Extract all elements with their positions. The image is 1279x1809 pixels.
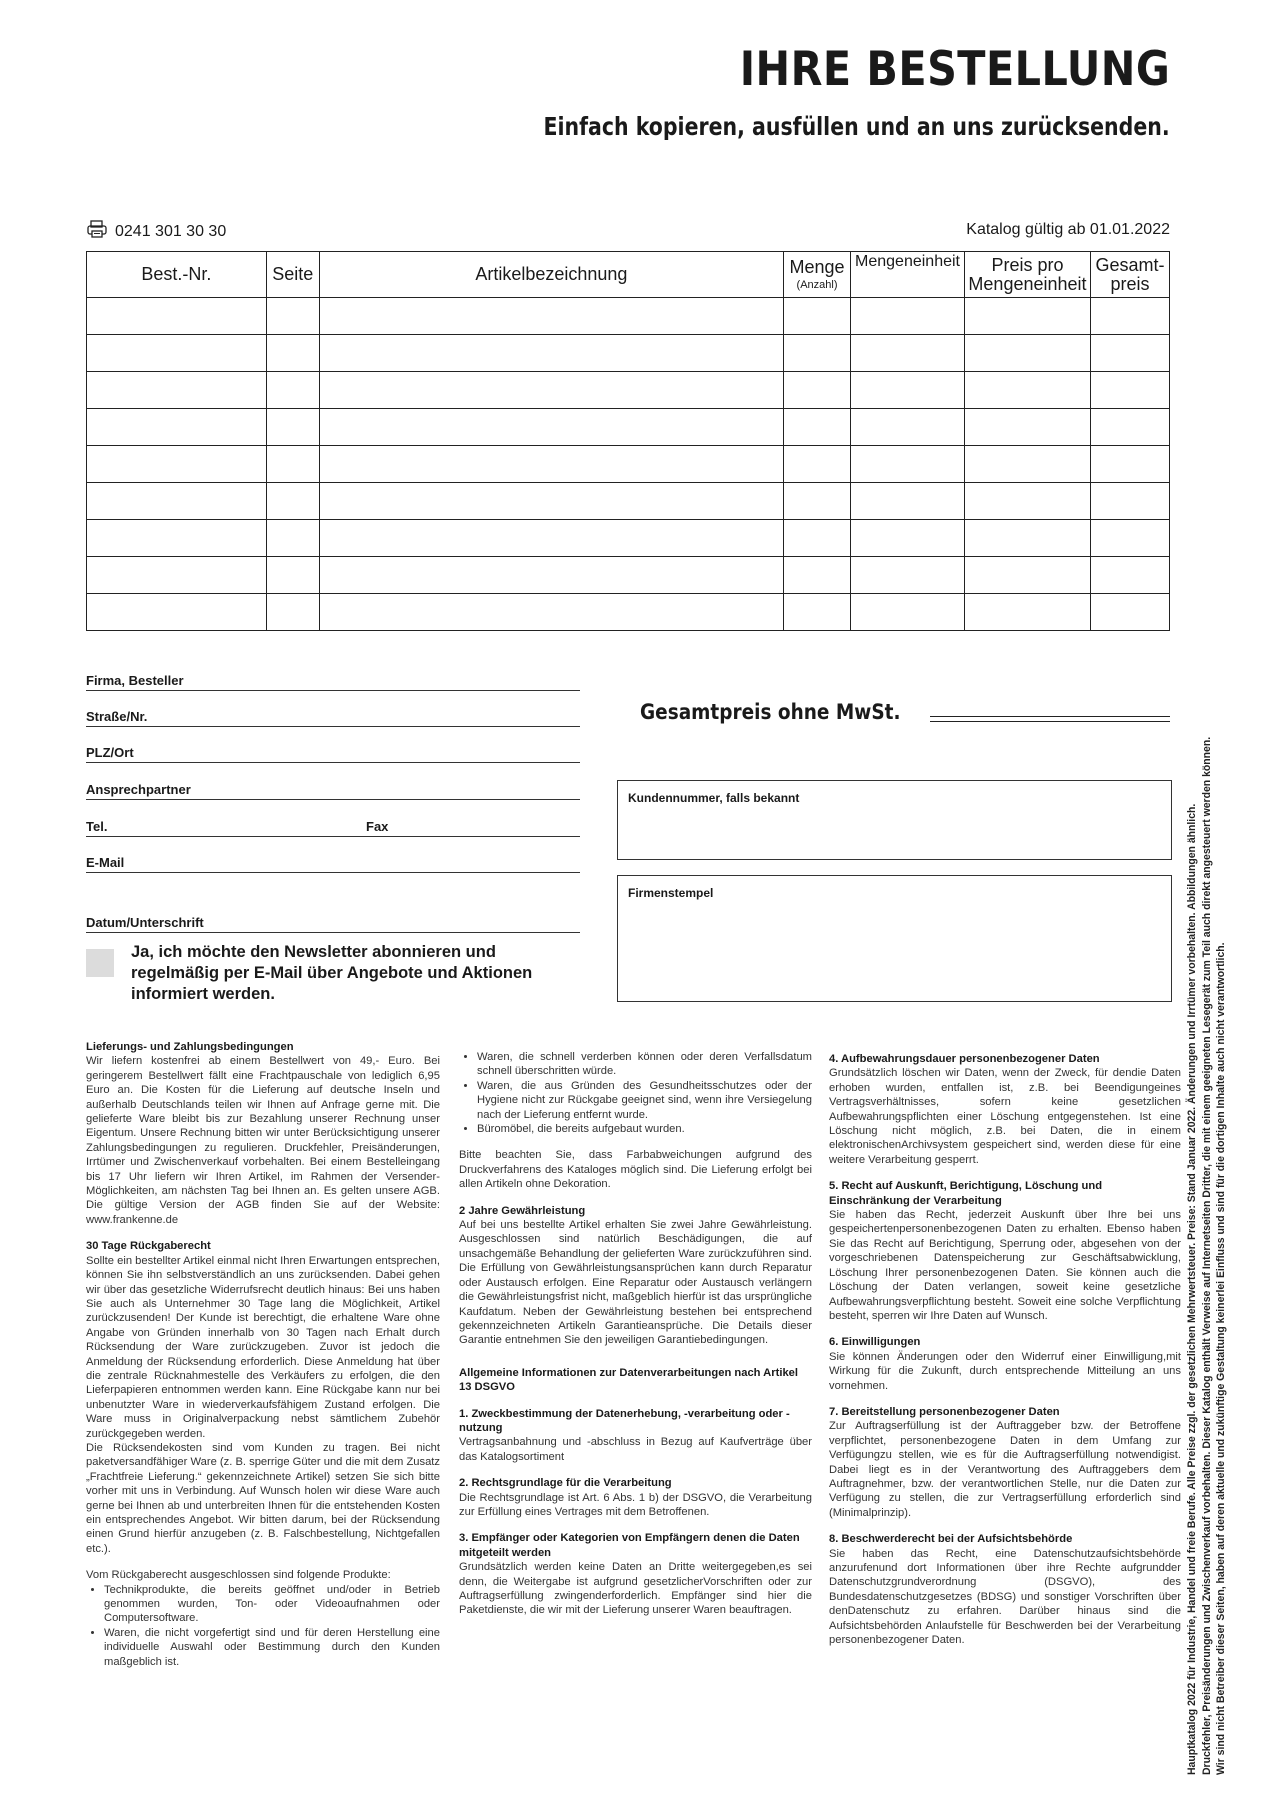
table-cell[interactable]	[784, 372, 851, 409]
table-header	[87, 252, 1170, 298]
field-ansprechpartner[interactable]: Ansprechpartner	[86, 781, 580, 800]
table-row[interactable]	[87, 483, 1170, 520]
table-cell[interactable]	[1090, 335, 1169, 372]
table-cell[interactable]	[1090, 409, 1169, 446]
table-cell[interactable]	[784, 409, 851, 446]
col-menge: Menge (Anzahl)	[784, 252, 851, 298]
table-cell[interactable]	[784, 557, 851, 594]
table-cell[interactable]	[851, 372, 965, 409]
table-cell[interactable]	[266, 335, 319, 372]
table-cell[interactable]	[964, 372, 1090, 409]
table-cell[interactable]	[87, 409, 267, 446]
field-datum[interactable]: Datum/Unterschrift	[86, 914, 580, 933]
field-plz[interactable]: PLZ/Ort	[86, 744, 580, 763]
terms-column-3: 4. Aufbewahrungsdauer personenbezogener Daten Grundsätzlich löschen wir Daten, wenn der Zweck, für dendie Daten erhoben wurden, entfallen ist, z.B. bei Beendigungeines Vertragsverhältnisses, sofern keine gesetzlichen Aufbewahrungspflichten einer Löschung entgegenstehen. Ist eine Löschung nicht möglich, z.B. bei Daten, die in einem elektronischenArchivsystem gespeichert sind, werden diese für eine weitere Verarbeitung gesperrt. 5. Recht auf Auskunft, Berichtigung, Löschung und Einschränkung der Verarbeitung Sie haben das Recht, jederzeit Auskunft über Ihre bei uns gespeichertenpersonenbezogenen Daten zu erhalten. Ebenso haben Sie das Recht auf Berichtigung, Sperrung oder, abgesehen von der vorgeschriebenen Datenspeicherung zur Geschäftsabwicklung, Löschung Ihrer personenbezogenen Daten. Sie können auch die Löschung der Daten verlangen, soweit keine gesetzliche Aufbewahrungsverpflichtung besteht. Soweit eine solche Verpflichtung besteht, sperren wir Ihre Daten auf Wunsch. 6. Einwilligungen Sie können Änderungen oder den Widerruf einer Einwilligung,mit Wirkung für die Zukunft, durch entsprechende Mitteilung an uns vornehmen. 7. Bereitstellung personenbezogener Daten Zur Auftragserfüllung ist der Auftraggeber bzw. der Betroffene verpflichtet, personenbezogene Daten in dem Umfang zur Verfügungzu stellen, wie es für die Auftragserfüllung notwendigist. Dabei liegt es in der Verantwortung des Auftraggebers dem Auftragnehmer, bzw. der verantwortlichen Stelle, nur die Daten zur Verfügung zu stellen, die zur Vertragserfüllung erforderlich sind (Minimalprinzip). 8. Beschwerderecht bei der Aufsichtsbehörde Sie haben das Recht, eine Datenschutzaufsichtsbehörde anzurufenund dort Informationen über ihre Rechte aufgrundder Datenschutzgrundverordnung (DSGVO), des Bundesdatenschutzgesetzes (BDSG) und sonstiger Vorschriften über denDatenschutz zu erfahren. Darüber hinaus sind die Aufsichtsbehörden Anlaufstelle für Beschwerden bei der Verarbeitung personenbezogener Daten.	[829, 1053, 1181, 1647]
col-seite: Seite	[266, 252, 319, 298]
total-label: Gesamtpreis ohne MwSt.	[640, 700, 901, 724]
table-cell[interactable]	[1090, 483, 1169, 520]
total-line[interactable]	[930, 716, 1170, 722]
field-tel-fax[interactable]: Tel. Fax	[86, 818, 580, 837]
table-cell[interactable]	[266, 372, 319, 409]
col-best-nr: Best.-Nr.	[87, 252, 267, 298]
table-cell[interactable]	[266, 298, 319, 335]
table-cell[interactable]	[319, 372, 783, 409]
table-cell[interactable]	[87, 520, 267, 557]
table-cell[interactable]	[851, 483, 965, 520]
table-cell[interactable]	[87, 446, 267, 483]
table-cell[interactable]	[964, 335, 1090, 372]
fax-icon	[87, 220, 107, 243]
newsletter-checkbox[interactable]	[86, 949, 114, 977]
table-row[interactable]	[87, 594, 1170, 631]
table-row[interactable]	[87, 409, 1170, 446]
table-cell[interactable]	[319, 483, 783, 520]
table-cell[interactable]	[784, 446, 851, 483]
table-cell[interactable]	[1090, 520, 1169, 557]
order-table	[86, 251, 1170, 631]
table-cell[interactable]	[319, 446, 783, 483]
table-cell[interactable]	[964, 446, 1090, 483]
page-subtitle: Einfach kopieren, ausfüllen und an uns zurücksenden.	[543, 112, 1170, 141]
table-cell[interactable]	[266, 483, 319, 520]
table-cell[interactable]	[784, 335, 851, 372]
table-row[interactable]	[87, 520, 1170, 557]
table-cell[interactable]	[266, 594, 319, 631]
table-cell[interactable]	[784, 483, 851, 520]
table-cell[interactable]	[87, 372, 267, 409]
table-cell[interactable]	[87, 557, 267, 594]
table-cell[interactable]	[851, 335, 965, 372]
table-cell[interactable]	[319, 594, 783, 631]
table-cell[interactable]	[851, 520, 965, 557]
table-cell[interactable]	[266, 409, 319, 446]
legal-sidebar: Hauptkatalog 2022 für Industrie, Handel und freie Berufe. Alle Preise zzgl. der gesetzlichen Mehrwertsteuer. Preise: Stand Januar 2022. Änderungen und Irrtümer vorbehalten. Abbildungen ähnlich. Druckfehler, Preisänderungen und Zwischenverkauf vorbehalten. Dieser Katalog enthält Verweise auf Internetseiten Dritter, die mit einem geeigneten Lesegerät zum Teil auch direkt angesteuert werden können. Wir sind nicht Betreiber dieser Seiten, haben auf deren aktuelle und zukünftige Gestaltung keinerlei Einfluss und sind für die dortigen Inhalte auch nicht verantwortlich.	[1186, 736, 1227, 1775]
table-cell[interactable]	[87, 298, 267, 335]
table-cell[interactable]	[851, 298, 965, 335]
col-mengeneinheit: Mengeneinheit	[851, 252, 965, 298]
table-row[interactable]	[87, 335, 1170, 372]
table-cell[interactable]	[319, 298, 783, 335]
field-email[interactable]: E-Mail	[86, 854, 580, 873]
field-strasse[interactable]: Straße/Nr.	[86, 708, 580, 727]
table-cell[interactable]	[1090, 298, 1169, 335]
table-cell[interactable]	[319, 557, 783, 594]
table-cell[interactable]	[851, 594, 965, 631]
table-cell[interactable]	[1090, 446, 1169, 483]
terms-column-1: Lieferungs- und Zahlungsbedingungen Wir liefern kostenfrei ab einem Bestellwert von 49,- Euro. Bei geringerem Bestellwert fällt eine Frachtpauschale von lediglich 6,95 Euro an. Die Kosten für die Lieferung auf deutsche Inseln und außerhalb Deutschlands teilen wir Ihnen auf Anfrage gerne mit. Die gelieferte Ware bleibt bis zur Bezahlung unserer Rechnung unser Eigentum. Unsere Rechnung bitten wir unter Berücksichtigung unserer Zahlungsbedingungen zu regulieren. Druckfehler, Preisänderungen, Irrtümer und Zwischenverkauf vorbehalten. Bei einem Bestelleingang bis 17 Uhr liefern wir Ihren Artikel, im Rahmen der Versender- Möglichkeiten, am nächsten Tag bei Ihnen an. Es gelten unsere AGB. Die gültige Version der AGB finden Sie auf der Website: www.frankenne.de 30 Tage Rückgaberecht Sollte ein bestellter Artikel einmal nicht Ihren Erwartungen entsprechen, können Sie ihn selbstverständlich an uns zurücksenden. Dabei gehen wir über das gesetzliche Widerrufsrecht deutlich hinaus: Bei uns haben Sie auch als Unternehmer 30 Tage lang die Möglichkeit, Artikel zurückzusenden! Der Kunde ist berechtigt, die erhaltene Ware ohne Angabe von Gründen innerhalb von 30 Tagen nach Erhalt durch Rücksendung der Ware zurückzugeben. Zuvor ist jedoch die Anmeldung der Rücksendung erforderlich. Diese Anmeldung hat über die zentrale Rücknahmestelle des Verkäufers zu erfolgen, die den Lieferpapieren entnommen werden kann. Eine Rückgabe kann nur bei unbenutzter Ware in wiederverkaufsfähigem Zustand erfolgen. Die Ware muss in Originalverpackung nebst sämtlichem Zubehör zurückgegeben werden. Die Rücksendekosten sind vom Kunden zu tragen. Bei nicht paketversandfähiger Ware (z. B. sperrige Güter und die mit dem Zusatz „Frachtfreie Lieferung.“ gekennzeichnete Artikel) setzen Sie sich bitte vorher mit uns in Verbindung. Auf Wunsch holen wir diese Ware auch gerne bei Ihnen ab und unterbreiten Ihnen für die entstehenden Kosten ein entsprechendes Angebot. Wir bitten darum, bei der Rücksendung einen Grund hierfür anzugeben (z. B. Falschbestellung, Nichtgefallen etc.). Vom Rückgaberecht ausgeschlossen sind folgende Produkte: • Technikprodukte, die bereits geöffnet und/oder in Betrieb genommen wurden, Ton- oder Videoaufnahmen oder Computersoftware. • Waren, die nicht vorgefertigt sind und für deren Herstellung eine individuelle Auswahl oder Bestimmung durch den Kunden maßgeblich ist.	[86, 1040, 440, 1669]
table-cell[interactable]	[964, 298, 1090, 335]
table-row[interactable]	[87, 446, 1170, 483]
table-cell[interactable]	[964, 409, 1090, 446]
table-cell[interactable]	[851, 446, 965, 483]
col-preis: Preis pro Mengeneinheit	[964, 252, 1090, 298]
table-cell[interactable]	[87, 483, 267, 520]
table-cell[interactable]	[87, 335, 267, 372]
field-firma[interactable]: Firma, Besteller	[86, 672, 580, 691]
table-cell[interactable]	[266, 446, 319, 483]
customer-number-box[interactable]: Kundennummer, falls bekannt	[617, 780, 1172, 860]
table-cell[interactable]	[319, 520, 783, 557]
table-cell[interactable]	[266, 557, 319, 594]
table-cell[interactable]	[87, 594, 267, 631]
col-artikel: Artikelbezeichnung	[319, 252, 783, 298]
phone-number: 0241 301 30 30	[115, 222, 227, 240]
table-row[interactable]	[87, 557, 1170, 594]
table-cell[interactable]	[964, 557, 1090, 594]
terms-column-2: • Waren, die schnell verderben können oder deren Verfallsdatum schnell überschritten würde. • Waren, die aus Gründen des Gesundheitsschutzes oder der Hygiene nicht zur Rückgabe geeignet sind, wenn ihre Versiegelung nach der Lieferung entfernt wurde. • Büromöbel, die bereits aufgebaut wurden. Bitte beachten Sie, dass Farbabweichungen aufgrund des Druckverfahrens des Kataloges möglich sind. Die Lieferung erfolgt bei allen Artikeln ohne Dekoration. 2 Jahre Gewährleistung Auf bei uns bestellte Artikel erhalten Sie zwei Jahre Gewährleistung. Ausgeschlossen sind natürlich Beschädigungen, die auf unsachgemäße Behandlung der gelieferten Ware zurückzuführen sind. Die Erfüllung von Gewährleistungsansprüchen kann durch Reparatur oder Austausch erfolgen. Eine Reparatur oder Austausch verlängern die Gewährleistungsfrist nicht, maßgeblich hierfür ist das ursprüngliche Kaufdatum. Neben der Gewährleistung bestehen bei entsprechend gekennzeichneten Artikeln Garantieansprüche. Die Details dieser Garantie entnehmen Sie den jeweiligen Garantiebedingungen. Allgemeine Informationen zur Datenverarbeitungen nach Artikel 13 DSGVO 1. Zweckbestimmung der Datenerhebung, -verarbeitung oder -nutzung Vertragsanbahnung und -abschluss in Bezug auf Kaufverträge über das Katalogsortiment 2. Rechtsgrundlage für die Verarbeitung Die Rechtsgrundlage ist Art. 6 Abs. 1 b) der DSGVO, die Verarbeitung zur Erfüllung eines Vertrages mit dem Betroffenen. 3. Empfänger oder Kategorien von Empfängern denen die Daten mitgeteilt werden Grundsätzlich werden keine Daten an Dritte weitergegeben,es sei denn, die Weitergabe ist aufgrund gesetzlicherVorschriften oder zur Auftragserfüllung zwingenderforderlich. Empfänger sind hier die Paketdienste, die wir mit der Lieferung unserer Waren beauftragen.	[459, 1050, 812, 1618]
table-row[interactable]	[87, 298, 1170, 335]
fax-label: Fax	[366, 819, 389, 834]
table-cell[interactable]	[784, 520, 851, 557]
table-cell[interactable]	[964, 520, 1090, 557]
table-cell[interactable]	[1090, 594, 1169, 631]
table-cell[interactable]	[784, 298, 851, 335]
newsletter-label: Ja, ich möchte den Newsletter abonnieren und regelmäßig per E-Mail über Angebote und Aktionen informiert werden.	[131, 943, 533, 1003]
table-cell[interactable]	[784, 594, 851, 631]
table-cell[interactable]	[964, 594, 1090, 631]
table-cell[interactable]	[266, 520, 319, 557]
table-cell[interactable]	[319, 409, 783, 446]
table-row[interactable]	[87, 372, 1170, 409]
catalog-validity: Katalog gültig ab 01.01.2022	[966, 221, 1170, 238]
table-cell[interactable]	[964, 483, 1090, 520]
table-cell[interactable]	[1090, 372, 1169, 409]
col-gesamt: Gesamt- preis	[1090, 252, 1169, 298]
company-stamp-box[interactable]: Firmenstempel	[617, 875, 1172, 1002]
table-cell[interactable]	[851, 557, 965, 594]
table-cell[interactable]	[319, 335, 783, 372]
page-title: IHRE BESTELLUNG	[739, 42, 1170, 97]
table-cell[interactable]	[1090, 557, 1169, 594]
table-cell[interactable]	[851, 409, 965, 446]
phone-line	[87, 220, 226, 243]
